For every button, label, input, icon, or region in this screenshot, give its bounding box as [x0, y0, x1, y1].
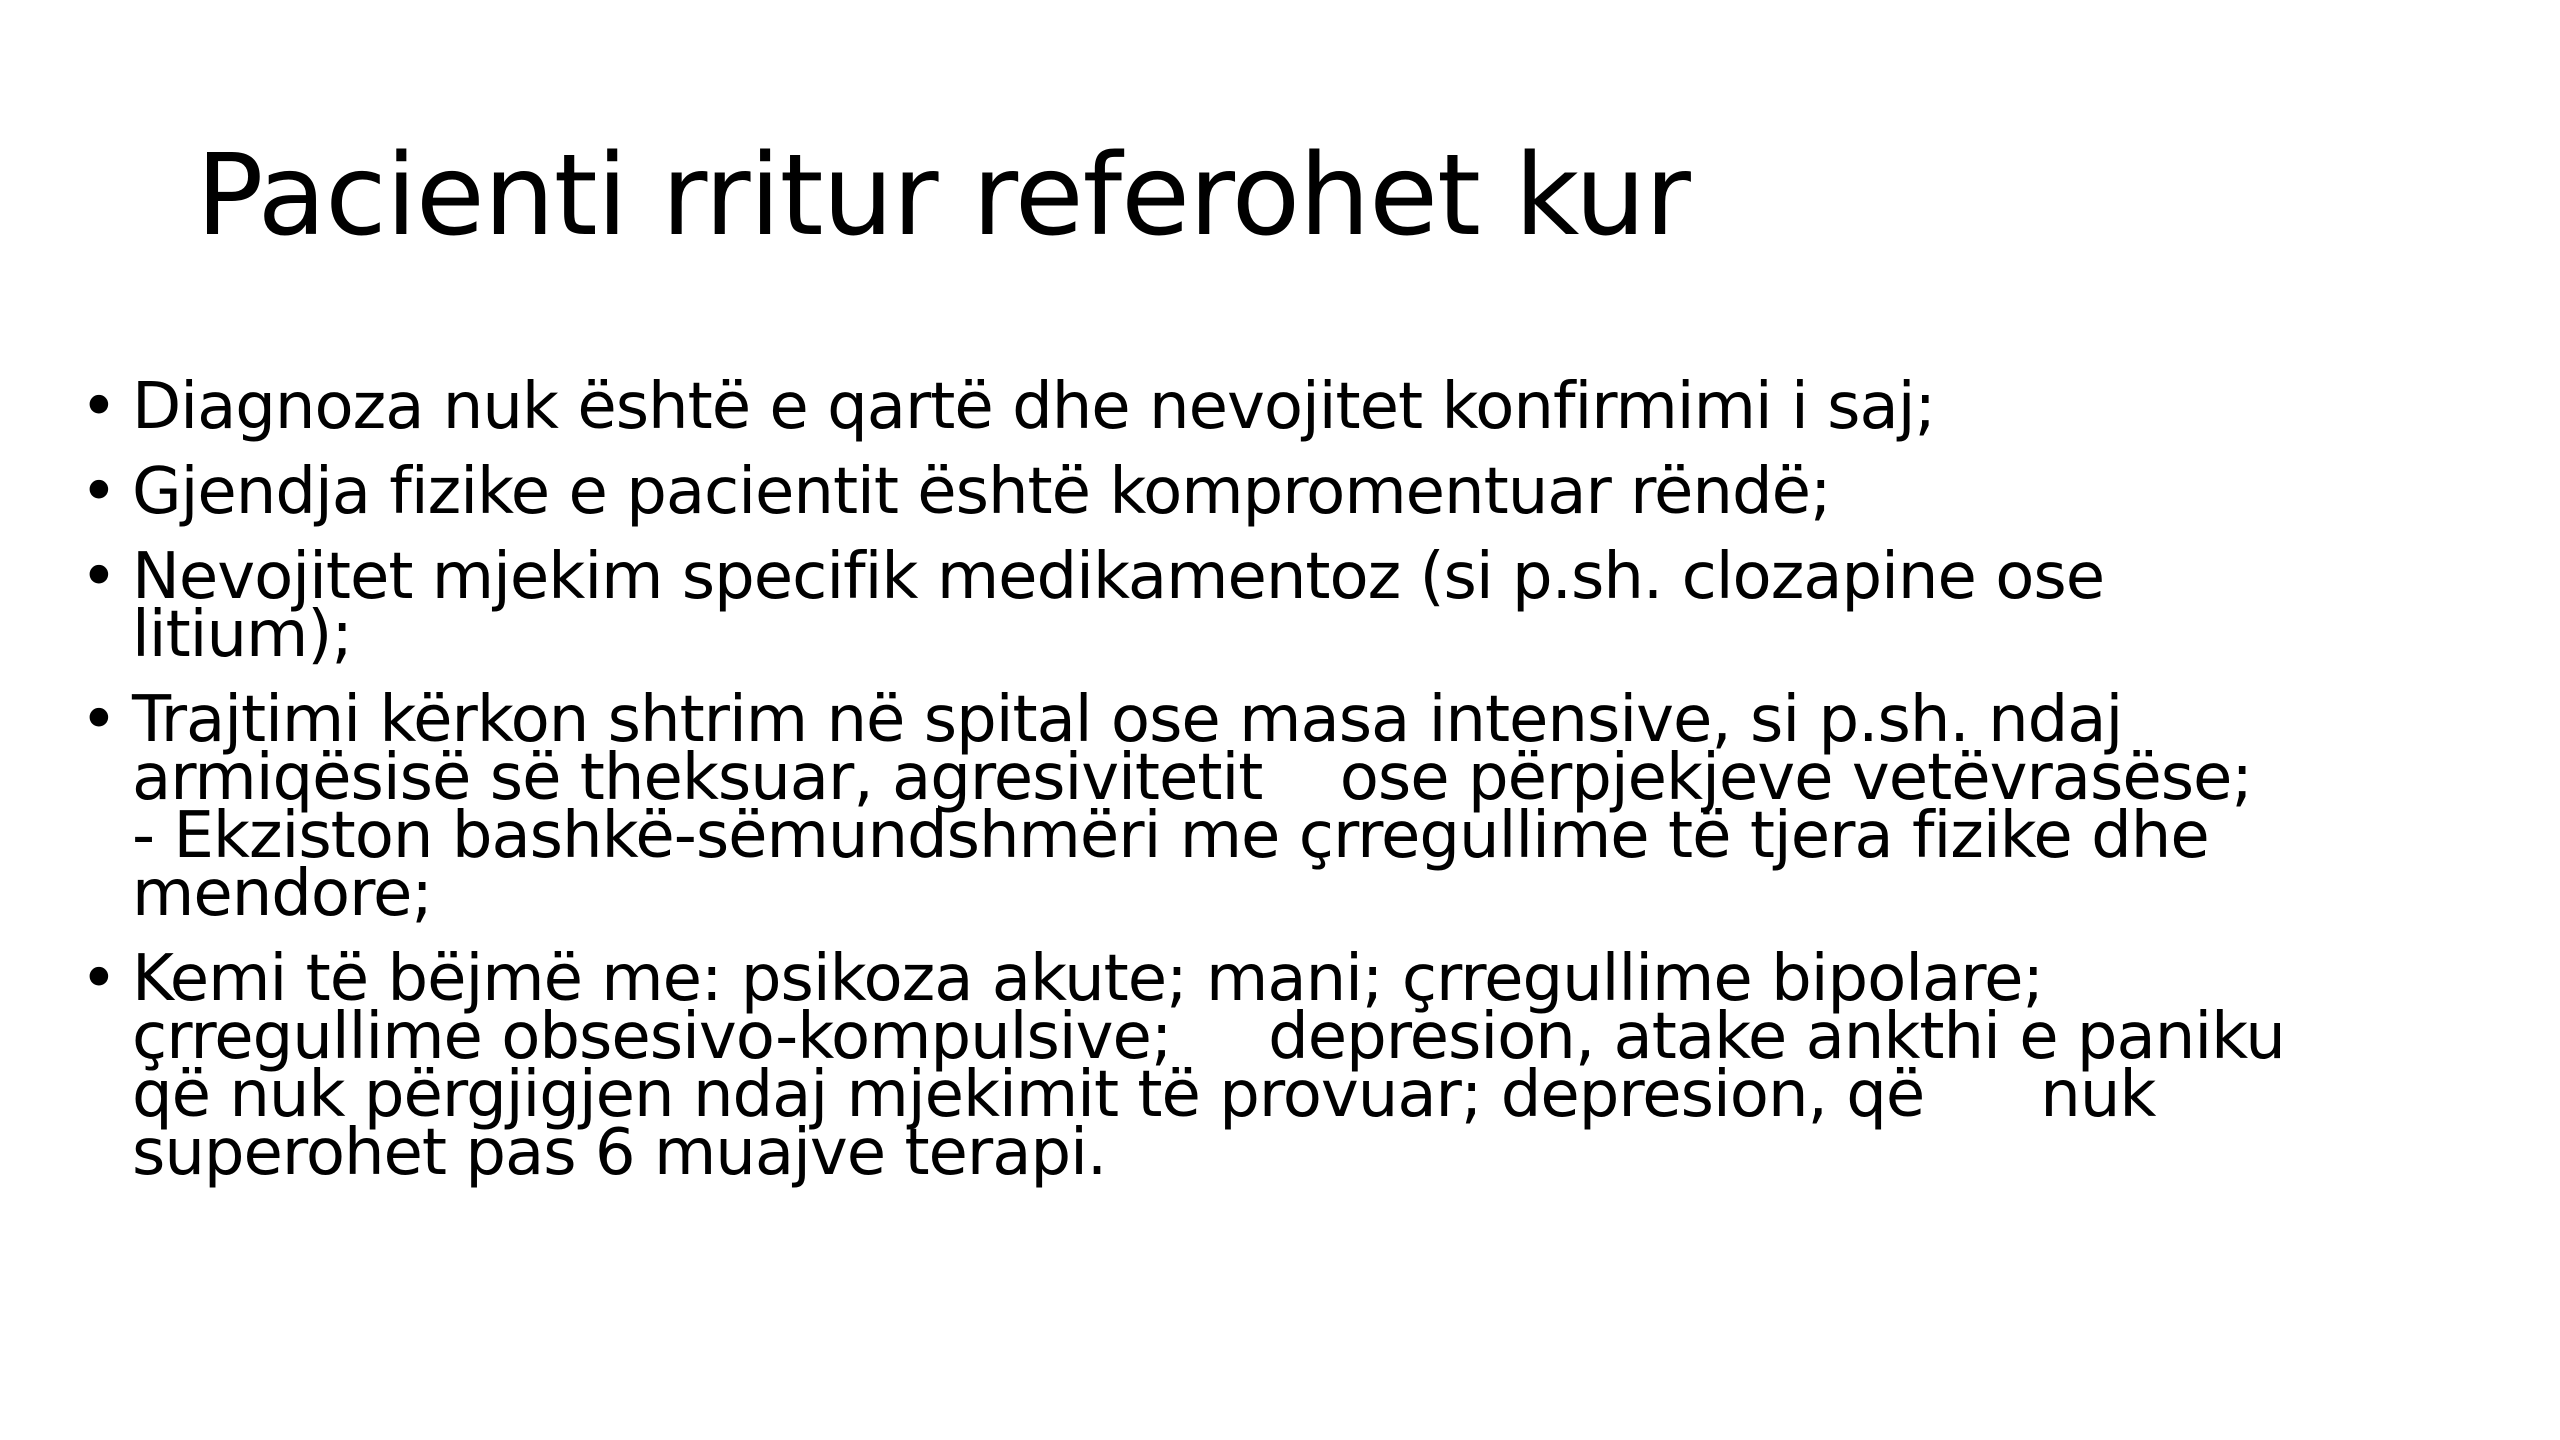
slide-title: Pacienti rritur referohet kur [196, 131, 1690, 261]
bullet-line: Kemi të bëjmë me: psikoza akute; mani; çrregullime bipolare; [132, 942, 2044, 1016]
bullet-line: Nevojitet mjekim specifik medikamentoz (si p.sh. clozapine ose [132, 540, 2105, 614]
bullet-list [80, 370, 2480, 1209]
bullet-item-conditions [80, 942, 2480, 1190]
bullet-dot: • [80, 540, 117, 614]
bullet-line: - Ekziston bashkë-sëmundshmëri me çrregullime të tjera fizike dhe [132, 799, 2209, 873]
bullet-line: Gjendja fizike e pacientit është kompromentuar rëndë; [132, 455, 1831, 529]
bullet-dot: • [80, 455, 117, 529]
bullet-dot: • [80, 683, 117, 757]
bullet-item-diagnosis [80, 370, 2480, 444]
bullet-line: çrregullime obsesivo-kompulsive; depresion, atake ankthi e paniku [132, 1000, 2285, 1074]
bullet-line: litium); [132, 598, 352, 672]
bullet-dot: • [80, 370, 117, 444]
bullet-line: Trajtimi kërkon shtrim në spital ose masa intensive, si p.sh. ndaj [132, 683, 2123, 757]
bullet-line: superohet pas 6 muajve terapi. [132, 1116, 1107, 1190]
bullet-line: Diagnoza nuk është e qartë dhe nevojitet konfirmimi i saj; [132, 370, 1936, 444]
bullet-item-specific-medication [80, 540, 2480, 672]
bullet-item-physical-condition [80, 455, 2480, 529]
bullet-item-hospitalization [80, 683, 2480, 931]
bullet-line: që nuk përgjigjen ndaj mjekimit të provuar; depresion, që nuk [132, 1058, 2156, 1132]
bullet-line: mendore; [132, 857, 432, 931]
bullet-line: armiqësisë së theksuar, agresivitetit ose përpjekjeve vetëvrasëse; [132, 741, 2252, 815]
bullet-dot: • [80, 942, 117, 1016]
